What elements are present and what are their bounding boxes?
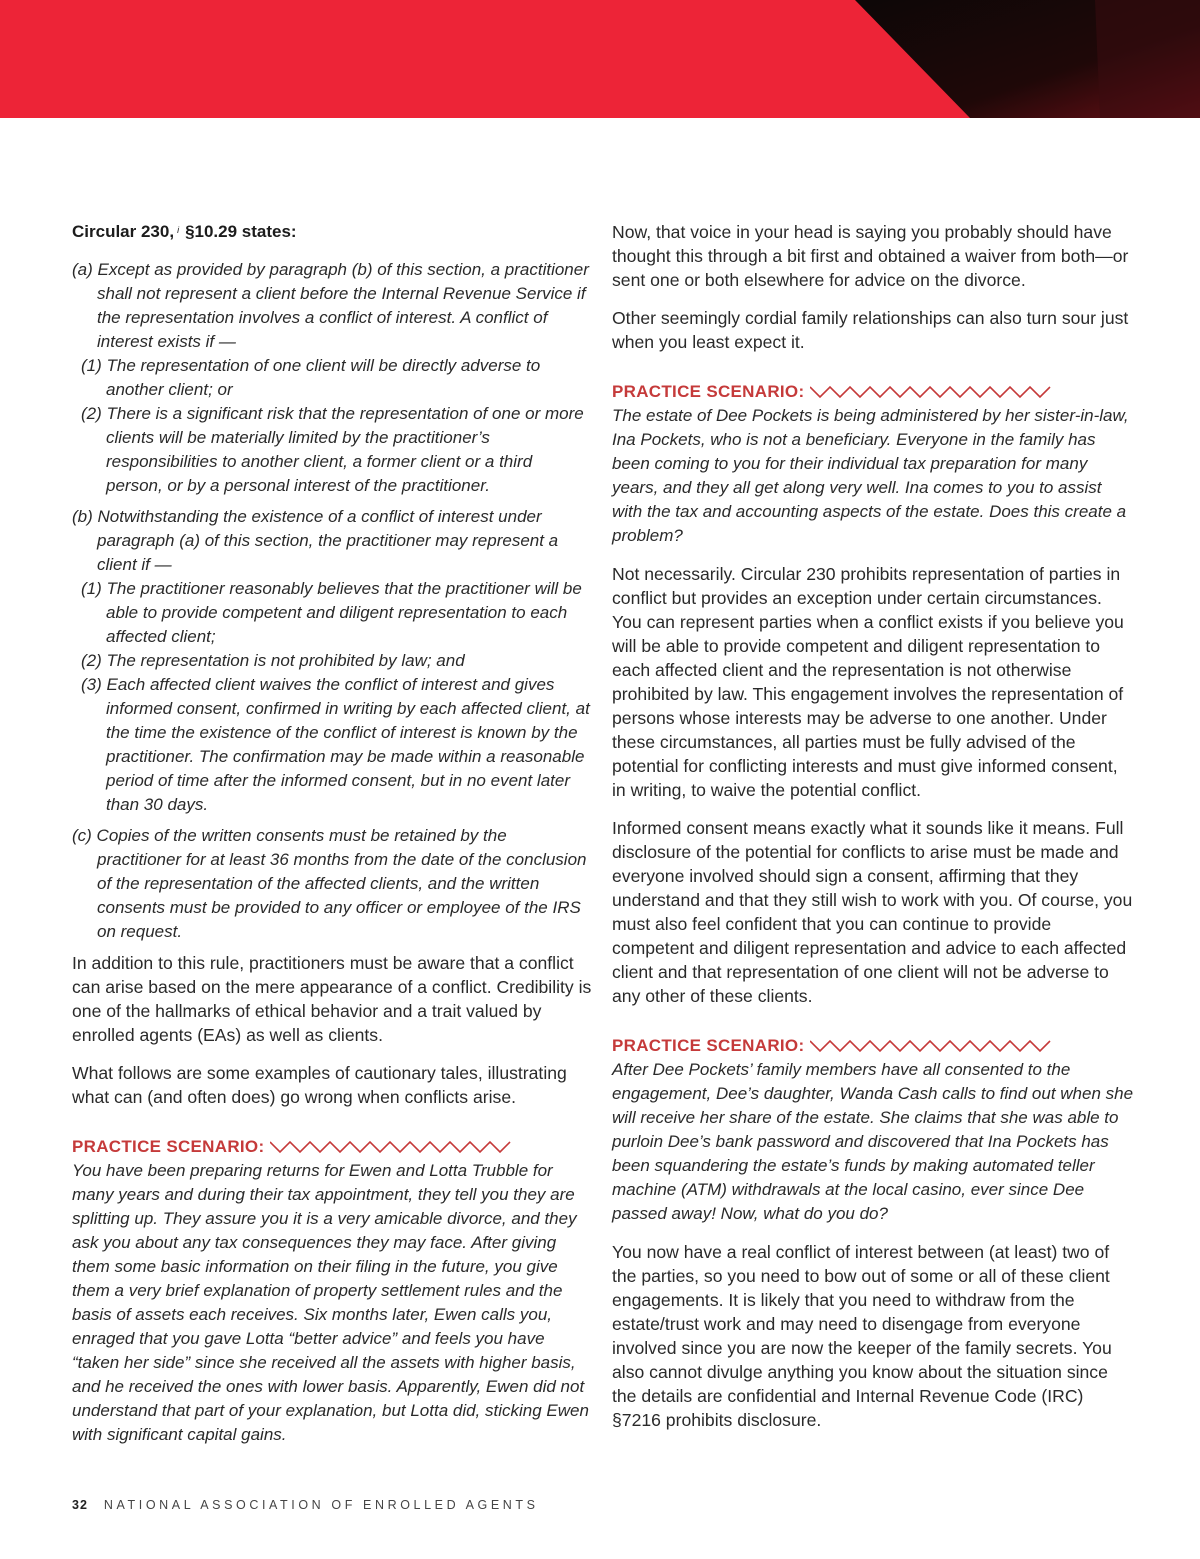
rule-item-b2: (2) The representation is not prohibited by law; and	[81, 651, 465, 670]
rule-paragraph-a: (a) Except as provided by paragraph (b) of this section, a practitioner shall not represent a client before the Internal Revenue Service if the representation involves a conflict of interest. A conflict of interest exists if —	[72, 260, 589, 351]
rule-heading-section: §10.29 states:	[185, 222, 297, 241]
scenario-label: PRACTICE SCENARIO:	[612, 1036, 805, 1055]
rule-paragraph-b: (b) Notwithstanding the existence of a conflict of interest under paragraph (a) of this section, the practitioner may represent a client if —	[72, 507, 559, 574]
body-paragraph: Other seemingly cordial family relationships can also turn sour just when you least expect it.	[612, 308, 1129, 352]
practice-scenario	[612, 380, 1134, 548]
scenario-header	[612, 380, 1134, 404]
right-column	[612, 220, 1134, 1446]
rule-item-b3: (3) Each affected client waives the conflict of interest and gives informed consent, confirmed in writing by each affected client, at the time the existence of the conflict of interest is known by the practitioner. The confirmation may be made within a reasonable period of time after the informed consent, but in no event later than 30 days.	[81, 675, 590, 814]
zigzag-divider-icon	[810, 385, 1056, 399]
regulation-text	[72, 258, 592, 944]
body-paragraph: Now, that voice in your head is saying you probably should have thought this through a bit first and obtained a waiver from both—or sent one or both elsewhere for advice on the divorce.	[612, 222, 1129, 290]
scenario-header	[612, 1034, 1134, 1058]
practice-scenario	[72, 1135, 592, 1447]
body-paragraph: In addition to this rule, practitioners must be aware that a conflict can arise based on the mere appearance of a conflict. Credibility is one of the hallmarks of ethical behavior and a trait valued by enrolled agents (EAs) as well as clients.	[72, 953, 592, 1045]
left-column	[72, 220, 592, 1461]
zigzag-divider-icon	[270, 1140, 516, 1154]
rule-heading	[72, 220, 592, 244]
rule-b-subitems	[72, 577, 592, 817]
page-footer	[72, 1498, 539, 1512]
footnote-marker: i	[177, 225, 180, 235]
rule-a-subitems	[72, 354, 592, 498]
rule-heading-title: Circular 230,	[72, 222, 175, 241]
scenario-label: PRACTICE SCENARIO:	[72, 1137, 265, 1156]
rule-item-b1: (1) The practitioner reasonably believes that the practitioner will be able to provide competent and diligent representation to each affected client;	[81, 579, 582, 646]
body-paragraph: Informed consent means exactly what it sounds like it means. Full disclosure of the potential for conflicts to arise must be made and everyone involved should sign a consent, affirming that they understand and that they still wish to work with you. Of course, you must also feel confident that you can continue to provide competent and diligent representation and advice to each affected client and that representation of one client will not be adverse to any other of these clients.	[612, 818, 1133, 1006]
scenario-text: The estate of Dee Pockets is being administered by her sister-in-law, Ina Pockets, who is not a beneficiary. Everyone in the family has been coming to you for their individual tax preparation for many years, and they all get along very well. Ina comes to you to assist with the tax and accounting aspects of the estate. Does this create a problem?	[612, 406, 1129, 545]
publication-name: NATIONAL ASSOCIATION OF ENROLLED AGENTS	[103, 1498, 539, 1512]
body-paragraph: Not necessarily. Circular 230 prohibits representation of parties in conflict but provides an exception under certain circumstances. You can represent parties when a conflict exists if you believe you will be able to provide competent and diligent representation to each affected client and the representation is not otherwise prohibited by law. This engagement involves the representation of persons whose interests may be adverse to one another. Under these circumstances, all parties must be fully advised of the potential for conflicting interests and must give informed consent, in writing, to waive the potential conflict.	[612, 564, 1124, 800]
rule-item-a1: (1) The representation of one client will be directly adverse to another client; or	[81, 356, 541, 399]
scenario-label: PRACTICE SCENARIO:	[612, 382, 805, 401]
scenario-text: You have been preparing returns for Ewen and Lotta Trubble for many years and during their tax appointment, they tell you they are splitting up. They assure you it is a very amicable divorce, and they ask you about any tax consequences they may face. After giving them some basic information on their filing in the future, you give them a very brief explanation of property settlement rules and the basis of assets each receives. Six months later, Ewen calls you, enraged that you gave Lotta “better advice” and feels you have “taken her side” since she received all the assets with higher basis, and he received the ones with lower basis. Apparently, Ewen did not understand that part of your explanation, but Lotta did, sticking Ewen with significant capital gains.	[72, 1161, 589, 1444]
body-paragraph: You now have a real conflict of interest between (at least) two of the parties, so you need to bow out of some or all of these client engagements. It is likely that you need to withdraw from the estate/trust work and may need to disengage from everyone involved since you are now the keeper of the family secrets. You also cannot divulge anything you know about the situation since the details are confidential and Internal Revenue Code (IRC) §7216 prohibits disclosure.	[612, 1242, 1112, 1430]
zigzag-divider-icon	[810, 1039, 1056, 1053]
scenario-text: After Dee Pockets’ family members have all consented to the engagement, Dee’s daughter, Wanda Cash calls to find out when she will receive her share of the estate. She claims that she was able to purloin Dee’s bank password and discovered that Ina Pockets has been squandering the estate’s funds by making automated teller machine (ATM) withdrawals at the local casino, ever since Dee passed away! Now, what do you do?	[612, 1060, 1134, 1223]
body-paragraph: What follows are some examples of cautionary tales, illustrating what can (and often does) go wrong when conflicts arise.	[72, 1063, 567, 1107]
header-banner	[0, 0, 1200, 118]
rule-item-a2: (2) There is a significant risk that the representation of one or more clients will be materially limited by the practitioner’s responsibilities to another client, a former client or a third person, or by a personal interest of the practitioner.	[81, 404, 584, 495]
page-number: 32	[72, 1498, 88, 1512]
rule-paragraph-c: (c) Copies of the written consents must be retained by the practitioner for at least 36 months from the date of the conclusion of the representation of the affected clients, and the written consents must be provided to any officer or employee of the IRS on request.	[72, 826, 587, 941]
scenario-header	[72, 1135, 592, 1159]
practice-scenario	[612, 1034, 1134, 1226]
banner-dark-highlight	[1095, 0, 1200, 118]
